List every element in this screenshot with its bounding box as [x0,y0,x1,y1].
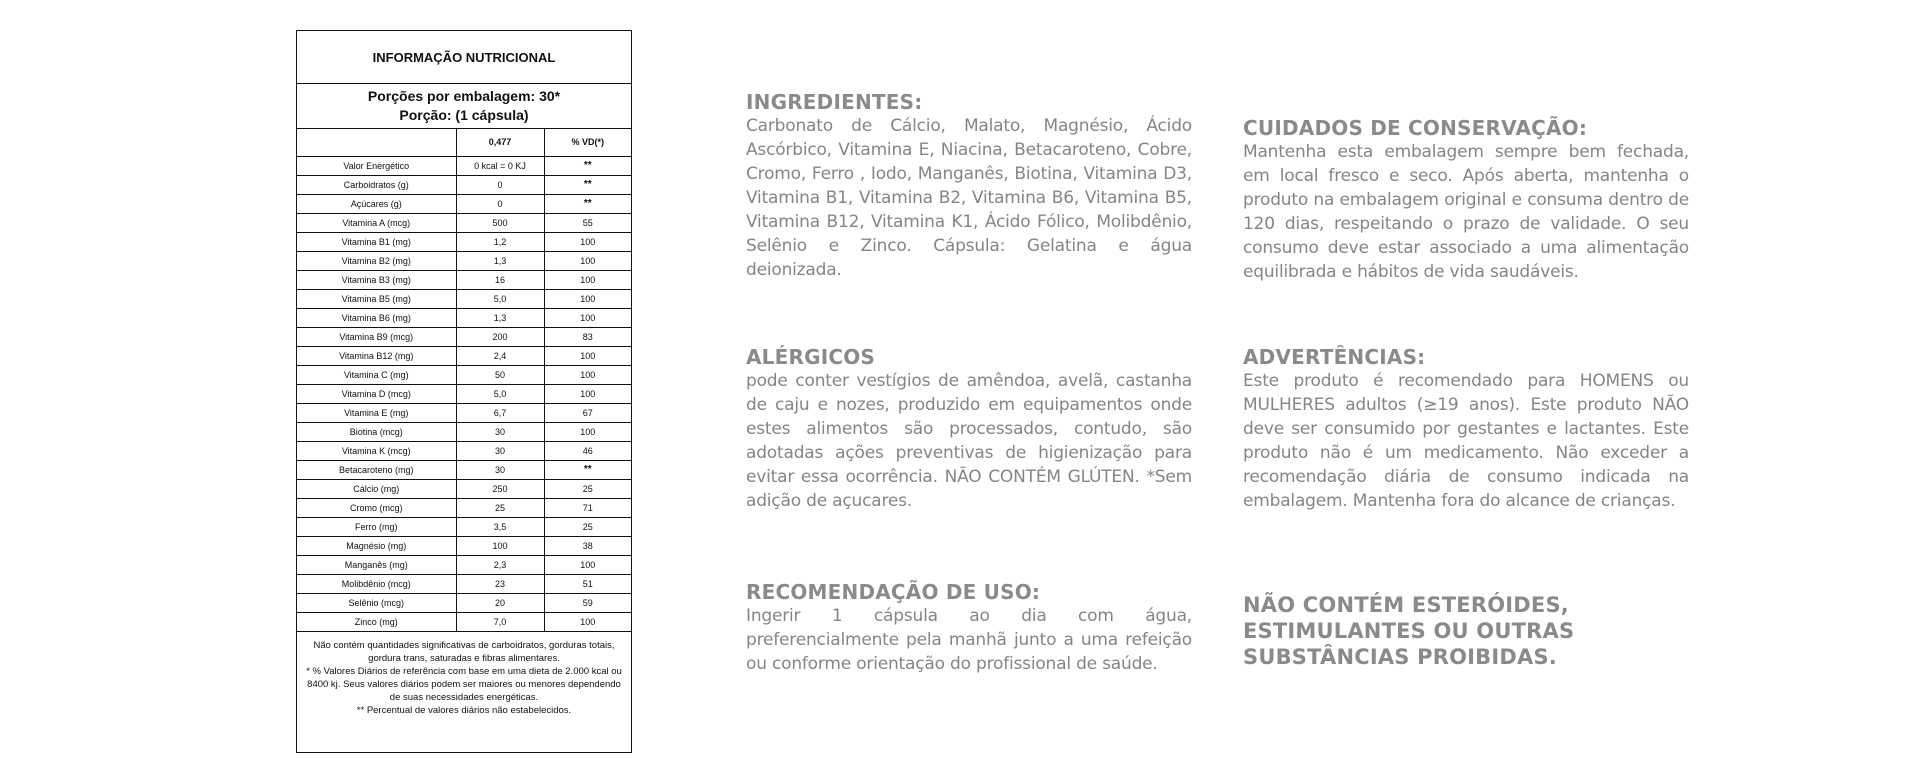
nutrient-vd: 100 [544,289,631,308]
table-row [297,308,631,327]
nutrient-amount: 5,0 [456,384,544,403]
nutrition-table-header [297,129,631,156]
nutrient-name: Vitamina B9 (mcg) [297,327,456,346]
nutrient-vd: ** [544,175,631,194]
table-row [297,156,631,175]
nutrient-vd: 100 [544,251,631,270]
allergens-title: ALÉRGICOS [746,345,876,369]
nutrient-name: Ferro (mg) [297,517,456,536]
header-nutrient [297,129,456,156]
table-row [297,270,631,289]
nutrition-title: INFORMAÇÃO NUTRICIONAL [297,31,631,84]
nutrient-name: Carboidratos (g) [297,175,456,194]
nutrient-amount: 23 [456,574,544,593]
warnings-text: Este produto é recomendado para HOMENS ou MULHERES adultos (≥19 anos). Este produto NÃO deve ser consumido por gestantes e lactantes. Este produto não é um medicamento. Não exceder a recomendação diária de consumo indicada na embalagem. Mantenha fora do alcance de crianças. [1243,371,1689,511]
nutrient-name: Valor Energético [297,156,456,175]
table-row [297,327,631,346]
nutrient-vd: 55 [544,213,631,232]
nutrient-vd: 100 [544,346,631,365]
nutrient-vd: ** [544,156,631,175]
nutrient-vd: 38 [544,536,631,555]
table-row [297,403,631,422]
table-row [297,593,631,612]
nutrient-vd: 25 [544,517,631,536]
nutrient-name: Molibdênio (mcg) [297,574,456,593]
nutrient-amount: 50 [456,365,544,384]
note-not-established: ** Percentual de valores diários não estabelecidos. [356,704,572,716]
header-amount: 0,477 [456,129,544,156]
nutrient-vd: 100 [544,270,631,289]
nutrient-vd: 51 [544,574,631,593]
table-row [297,498,631,517]
table-row [297,289,631,308]
table-row [297,232,631,251]
nutrient-name: Vitamina B1 (mg) [297,232,456,251]
nutrient-vd: 100 [544,308,631,327]
nutrient-amount: 2,3 [456,555,544,574]
no-steroids-statement: NÃO CONTÉM ESTERÓIDES, ESTIMULANTES OU OUTRAS SUBSTÂNCIAS PROIBIDAS. [1243,593,1575,669]
nutrient-name: Vitamina D (mcg) [297,384,456,403]
usage-recommendation-section [746,580,1192,676]
nutrient-name: Betacaroteno (mg) [297,460,456,479]
table-row [297,384,631,403]
nutrient-amount: 25 [456,498,544,517]
nutrient-amount: 0 [456,175,544,194]
table-row [297,175,631,194]
table-row [297,555,631,574]
nutrient-vd: 100 [544,384,631,403]
header-vd: % VD(*) [544,129,631,156]
ingredients-text: Carbonato de Cálcio, Malato, Magnésio, Ácido Ascórbico, Vitamina E, Niacina, Betacaroteno, Cobre, Cromo, Ferro , Iodo, Manganês, Biotina, Vitamina D3, Vitamina B1, Vitamina B2, Vitamina B6, Vitamina B5, Vitamina B12, Vitamina K1, Ácido Fólico, Molibdênio, Selênio e Zinco. Cápsula: Gelatina e água deionizada. [746,116,1192,280]
nutrient-amount: 200 [456,327,544,346]
nutrient-vd: 25 [544,479,631,498]
nutrient-amount: 30 [456,460,544,479]
portions-per-package: Porções por embalagem: 30* [367,88,561,104]
nutrient-name: Vitamina B5 (mg) [297,289,456,308]
storage-care-section [1243,116,1689,284]
nutrient-amount: 20 [456,593,544,612]
table-row [297,517,631,536]
nutrient-vd: ** [544,194,631,213]
nutrient-amount: 500 [456,213,544,232]
nutrient-name: Vitamina K (mcg) [297,441,456,460]
nutrient-vd: 46 [544,441,631,460]
nutrient-amount: 0 [456,194,544,213]
allergens-text: pode conter vestígios de amêndoa, avelã, castanha de caju e nozes, produzido em equipamentos onde estes alimentos são processados, contudo, são adotadas ações preventivas de higienização para evitar essa ocorrência. NÃO CONTÉM GLÚTEN. *Sem adição de açucares. [746,371,1192,511]
warnings-section [1243,345,1689,513]
storage-care-text: Mantenha esta embalagem sempre bem fechada, em local fresco e seco. Após aberta, mantenha o produto na embalagem original e consuma dentro de 120 dias, respeitando o prazo de validade. O seu consumo deve estar associado a uma alimentação equilibrada e hábitos de vida saudáveis. [1243,142,1689,282]
nutrient-vd: 83 [544,327,631,346]
nutrient-amount: 1,3 [456,251,544,270]
ingredients-title: INGREDIENTES: [746,90,923,114]
nutrient-amount: 30 [456,422,544,441]
nutrient-amount: 16 [456,270,544,289]
note-daily-values: * % Valores Diários de referência com base em uma dieta de 2.000 kcal ou 8400 kj. Seus valores diários podem ser maiores ou menores dependendo de suas necessidades energéticas. [306,665,622,703]
nutrient-vd: 59 [544,593,631,612]
nutrient-amount: 1,2 [456,232,544,251]
table-row [297,536,631,555]
note-not-significant: Não contém quantidades significativas de carboidratos, gorduras totais, gordura trans, saturadas e fibras alimentares. [313,639,615,664]
nutrient-name: Vitamina B2 (mg) [297,251,456,270]
nutrient-vd: 67 [544,403,631,422]
nutrient-amount: 100 [456,536,544,555]
table-row [297,422,631,441]
nutrient-amount: 2,4 [456,346,544,365]
nutrient-vd: 100 [544,612,631,631]
nutrient-amount: 1,3 [456,308,544,327]
nutrient-name: Manganês (mg) [297,555,456,574]
table-row [297,574,631,593]
table-row [297,194,631,213]
table-row [297,612,631,631]
nutrient-name: Vitamina C (mg) [297,365,456,384]
nutrient-vd: 100 [544,555,631,574]
nutrient-name: Vitamina A (mcg) [297,213,456,232]
table-row [297,479,631,498]
no-steroids-section [1243,592,1689,670]
storage-care-title: CUIDADOS DE CONSERVAÇÃO: [1243,116,1588,140]
portion-size: Porção: (1 cápsula) [399,107,529,123]
nutrient-vd: 100 [544,422,631,441]
nutrient-vd: ** [544,460,631,479]
nutrient-name: Vitamina B3 (mg) [297,270,456,289]
nutrition-portions [297,84,631,129]
table-row [297,213,631,232]
table-row [297,346,631,365]
nutrient-amount: 7,0 [456,612,544,631]
nutrition-notes [297,632,631,753]
usage-recommendation-title: RECOMENDAÇÃO DE USO: [746,580,1041,604]
nutrient-amount: 5,0 [456,289,544,308]
nutrient-name: Biotina (mcg) [297,422,456,441]
nutrient-name: Vitamina E (mg) [297,403,456,422]
nutrition-table [297,129,631,632]
nutrient-name: Vitamina B6 (mg) [297,308,456,327]
nutrient-amount: 3,5 [456,517,544,536]
table-row [297,251,631,270]
usage-recommendation-text: Ingerir 1 cápsula ao dia com água, preferencialmente pela manhã junto a uma refeição ou conforme orientação do profissional de saúde. [746,606,1192,674]
nutrient-name: Açúcares (g) [297,194,456,213]
nutrient-amount: 250 [456,479,544,498]
ingredients-section [746,90,1192,282]
nutrient-vd: 71 [544,498,631,517]
nutrient-vd: 100 [544,232,631,251]
nutrient-name: Selênio (mcg) [297,593,456,612]
nutrient-name: Cálcio (mg) [297,479,456,498]
nutrient-amount: 0 kcal = 0 KJ [456,156,544,175]
warnings-title: ADVERTÊNCIAS: [1243,345,1426,369]
allergens-section [746,345,1192,513]
nutrient-name: Vitamina B12 (mg) [297,346,456,365]
table-row [297,365,631,384]
table-row [297,460,631,479]
nutrient-amount: 6,7 [456,403,544,422]
nutrient-name: Magnésio (mg) [297,536,456,555]
nutrient-vd: 100 [544,365,631,384]
nutrient-name: Zinco (mg) [297,612,456,631]
table-row [297,441,631,460]
nutrient-name: Cromo (mcg) [297,498,456,517]
nutrient-amount: 30 [456,441,544,460]
nutrition-facts-panel [296,30,632,753]
